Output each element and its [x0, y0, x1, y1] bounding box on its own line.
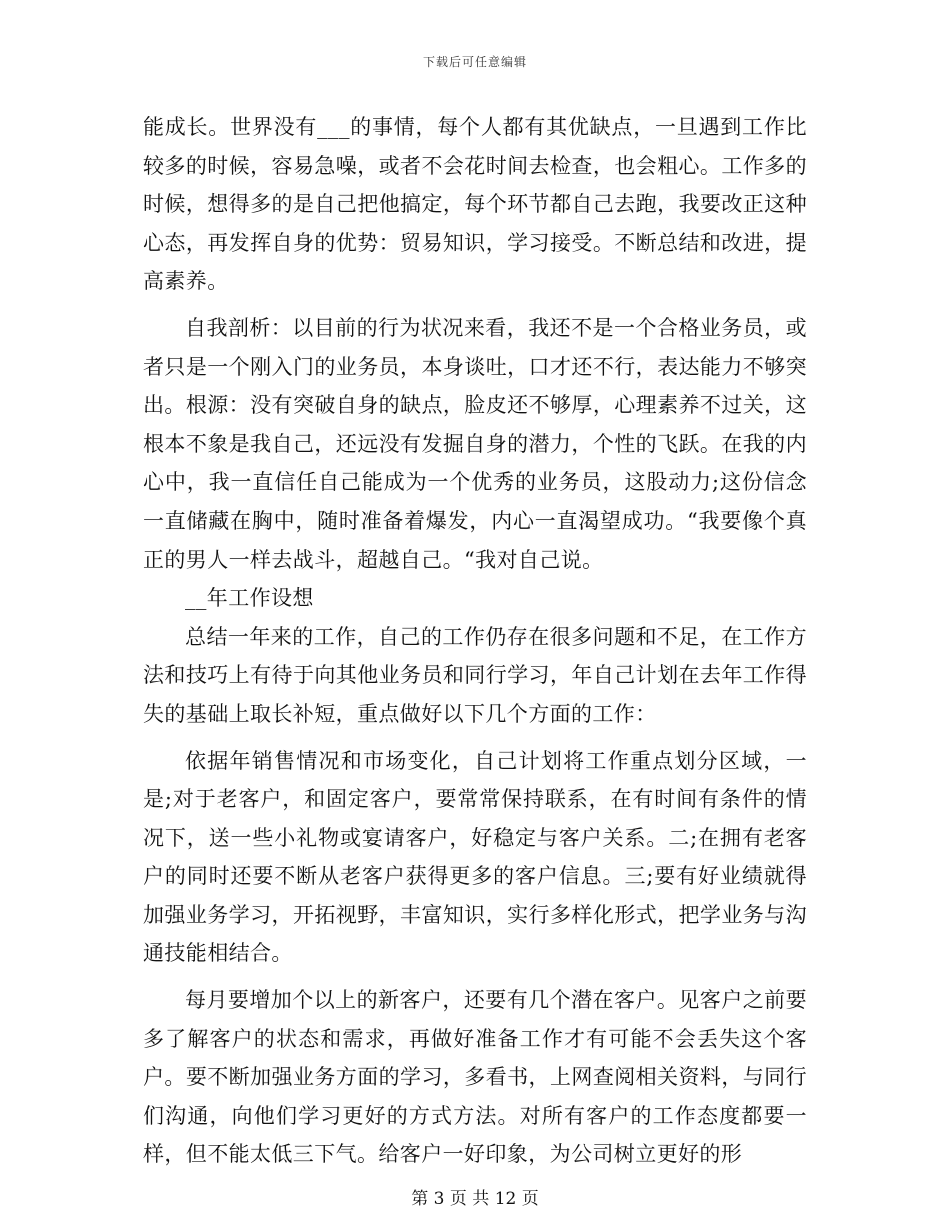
paragraph-new-clients: 每月要增加个以上的新客户，还要有几个潜在客户。见客户之前要多了解客户的状态和需求，再做好准备工作才有可能不会丢失这个客户。要不断加强业务方面的学习，多看书，上网查阅相关资料，与同行们沟通，向他们学习更好的方式方法。对所有客户的工作态度都要一样，但不能太低三下气。给客户一好印象，为公司树立更好的形 [143, 988, 807, 1167]
paragraph-summary: 总结一年来的工作，自己的工作仍存在很多问题和不足，在工作方法和技巧上有待于向其他业务员和同行学习，年自己计划在去年工作得失的基础上取长补短，重点做好以下几个方面的工作： [143, 624, 807, 726]
document-body [143, 108, 807, 1174]
paragraph-self-analysis: 自我剖析：以目前的行为状况来看，我还不是一个合格业务员，或者只是一个刚入门的业务员，本身谈吐，口才还不行，表达能力不够突出。根源：没有突破自身的缺点，脸皮还不够厚，心理素养不过关，这根本不象是我自己，还远没有发掘自身的潜力，个性的飞跃。在我的内心中，我一直信任自己能成为一个优秀的业务员，这股动力;这份信念一直储藏在胸中，随时准备着爆发，内心一直渴望成功。“我要像个真正的男人一样去战斗，超越自己。“我对自己说。 [143, 315, 807, 572]
page-number: 第 3 页 共 12 页 [411, 1189, 539, 1209]
paragraph-continuation: 能成长。世界没有___的事情，每个人都有其优缺点，一旦遇到工作比较多的时候，容易急噪，或者不会花时间去检查，也会粗心。工作多的时候，想得多的是自己把他搞定，每个环节都自己去跑，我要改正这种心态，再发挥自身的优势：贸易知识，学习接受。不断总结和改进，提高素养。 [143, 115, 807, 294]
paragraph-sales-regions: 依据年销售情况和市场变化，自己计划将工作重点划分区域，一是;对于老客户，和固定客户，要常常保持联系，在有时间有条件的情况下，送一些小礼物或宴请客户，好稳定与客户关系。二;在拥有老客户的同时还要不断从老客户获得更多的客户信息。三;要有好业绩就得加强业务学习，开拓视野，丰富知识，实行多样化形式，把学业务与沟通技能相结合。 [143, 748, 807, 966]
header-note: 下载后可任意编辑 [422, 55, 527, 69]
section-heading-work-plan: __年工作设想 [185, 586, 314, 611]
